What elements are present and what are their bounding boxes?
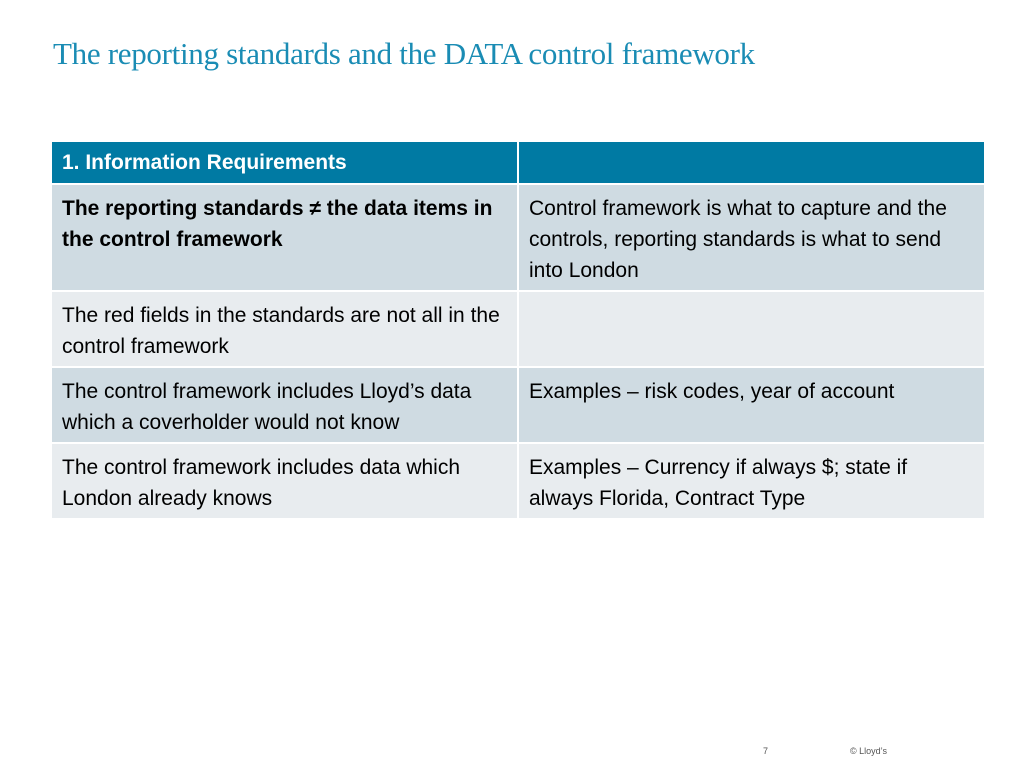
table-cell-requirement: The reporting standards ≠ the data items in the control framework: [51, 184, 518, 291]
copyright-text: © Lloyd’s: [850, 746, 887, 756]
table-row: [51, 291, 985, 367]
table-row: [51, 367, 985, 443]
header-cell-1: 1. Information Requirements: [51, 141, 518, 184]
table-cell-requirement: The control framework includes Lloyd’s data which a coverholder would not know: [51, 367, 518, 443]
page-number: 7: [763, 746, 769, 756]
table-row: [51, 184, 985, 291]
slide-title: The reporting standards and the DATA control framework: [53, 36, 755, 71]
information-requirements-table: [50, 140, 984, 520]
table-cell-requirement: The control framework includes data which London already knows: [51, 443, 518, 519]
table-cell-note: Control framework is what to capture and the controls, reporting standards is what to send into London: [518, 184, 985, 291]
table-cell-note: Examples – Currency if always $; state if always Florida, Contract Type: [518, 443, 985, 519]
table-cell-note: [518, 291, 985, 367]
table-header-row: [51, 141, 985, 184]
requirements-table: [50, 140, 986, 520]
table-cell-requirement: The red fields in the standards are not all in the control framework: [51, 291, 518, 367]
header-cell-2: [518, 141, 985, 184]
table-cell-note: Examples – risk codes, year of account: [518, 367, 985, 443]
table-row: [51, 443, 985, 519]
